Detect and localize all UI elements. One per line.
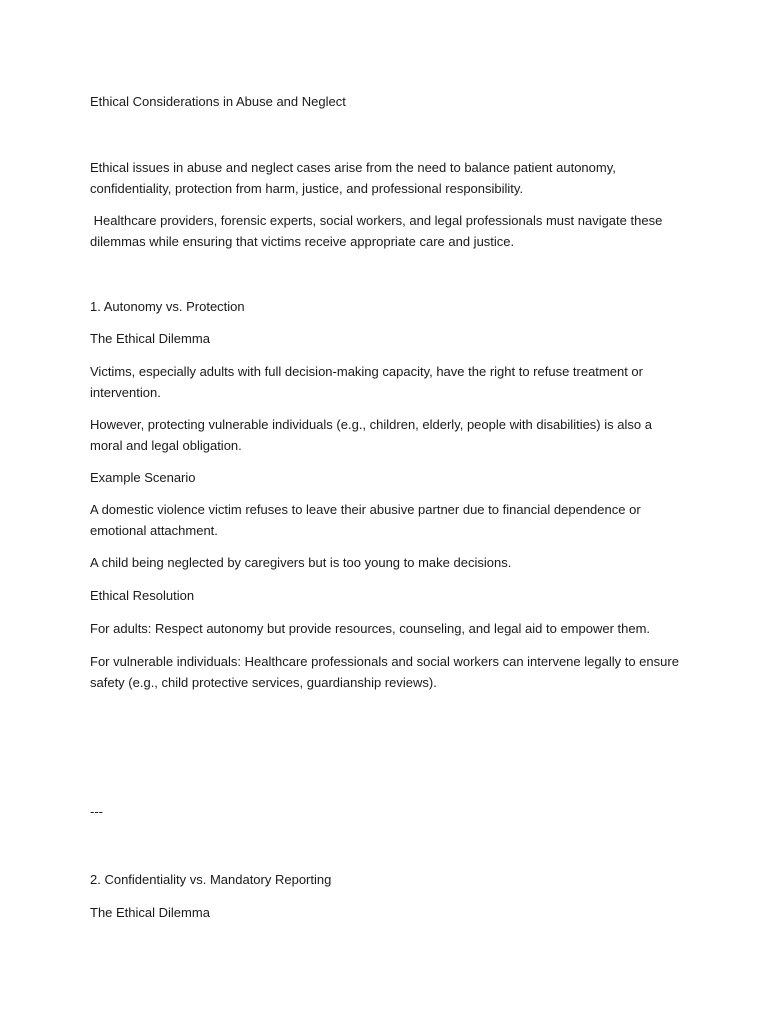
section-1-dilemma-heading: The Ethical Dilemma <box>90 331 210 346</box>
section-1-heading: 1. Autonomy vs. Protection <box>90 299 245 314</box>
section-2-dilemma-heading: The Ethical Dilemma <box>90 905 210 920</box>
section-1-dilemma-paragraph-2: However, protecting vulnerable individuals (e.g., children, elderly, people with disabilities) is also a moral and legal obligation. <box>90 417 652 453</box>
section-1-scenario-paragraph-2: A child being neglected by caregivers but is too young to make decisions. <box>90 555 512 570</box>
section-1-resolution-heading: Ethical Resolution <box>90 588 195 603</box>
section-1-scenario-paragraph-1: A domestic violence victim refuses to leave their abusive partner due to financial dependence or emotional attachment. <box>90 502 641 538</box>
section-1-scenario-heading: Example Scenario <box>90 470 196 485</box>
section-1-resolution-paragraph-1: For adults: Respect autonomy but provide resources, counseling, and legal aid to empower them. <box>90 621 651 636</box>
section-1-resolution-paragraph-2: For vulnerable individuals: Healthcare professionals and social workers can intervene legally to ensure safety (e.g., child protective services, guardianship reviews). <box>90 654 679 690</box>
section-1-dilemma-paragraph-1: Victims, especially adults with full decision-making capacity, have the right to refuse treatment or intervention. <box>90 364 643 400</box>
document-title: Ethical Considerations in Abuse and Neglect <box>90 94 346 109</box>
intro-paragraph-1: Ethical issues in abuse and neglect cases arise from the need to balance patient autonomy, confidentiality, protection from harm, justice, and professional responsibility. <box>90 160 616 196</box>
intro-paragraph-2: Healthcare providers, forensic experts, social workers, and legal professionals must navigate these dilemmas while ensuring that victims receive appropriate care and justice. <box>90 213 666 249</box>
section-2-heading: 2. Confidentiality vs. Mandatory Reporting <box>90 872 332 887</box>
section-separator: --- <box>90 804 103 819</box>
